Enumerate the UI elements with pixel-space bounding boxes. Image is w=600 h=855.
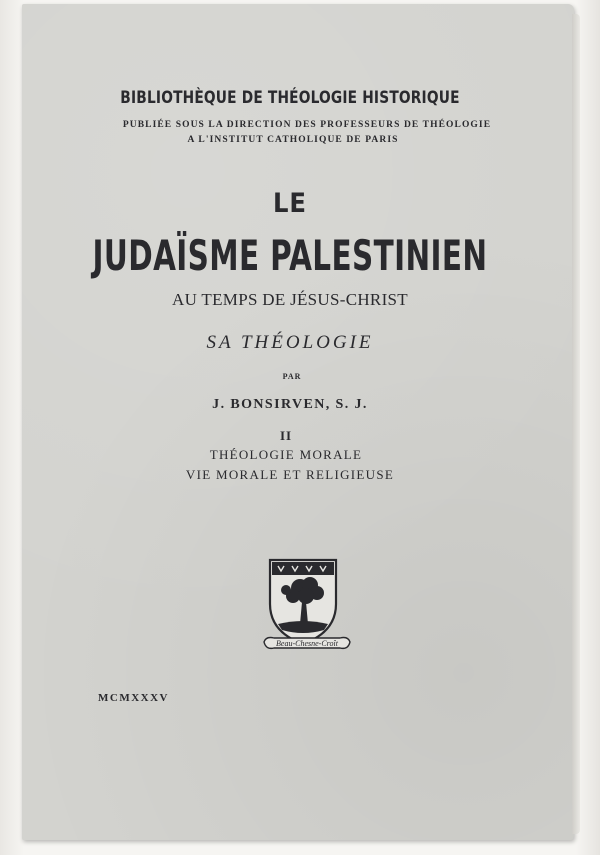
publisher-motto: Beau-Chesne-Croît bbox=[276, 639, 338, 648]
series-institute-line: A L'INSTITUT CATHOLIQUE DE PARIS bbox=[187, 135, 399, 145]
book-subtitle-theology: SA THÉOLOGIE bbox=[206, 332, 374, 353]
series-direction-line: PUBLIÉE SOUS LA DIRECTION DES PROFESSEURS DE THÉOLOGIE bbox=[122, 120, 492, 130]
volume-title-line-1: THÉOLOGIE MORALE bbox=[209, 447, 363, 462]
book-title: JUDAÏSME PALESTINIEN bbox=[92, 231, 488, 280]
volume-number: II bbox=[279, 428, 293, 443]
book-cover bbox=[22, 4, 574, 840]
author-name: J. BONSIRVEN, S. J. bbox=[212, 397, 368, 412]
series-title: BIBLIOTHÈQUE DE THÉOLOGIE HISTORIQUE bbox=[120, 88, 460, 108]
publisher-emblem bbox=[262, 556, 352, 664]
book-subtitle: AU TEMPS DE JÉSUS-CHRIST bbox=[172, 290, 408, 309]
title-article: LE bbox=[272, 188, 308, 219]
cover-edge bbox=[572, 14, 580, 834]
oak-tree-shield-icon bbox=[262, 556, 352, 664]
publication-year: MCMXXXV bbox=[98, 692, 169, 704]
volume-title-line-2: VIE MORALE ET RELIGIEUSE bbox=[185, 467, 395, 482]
by-label: PAR bbox=[282, 372, 302, 381]
